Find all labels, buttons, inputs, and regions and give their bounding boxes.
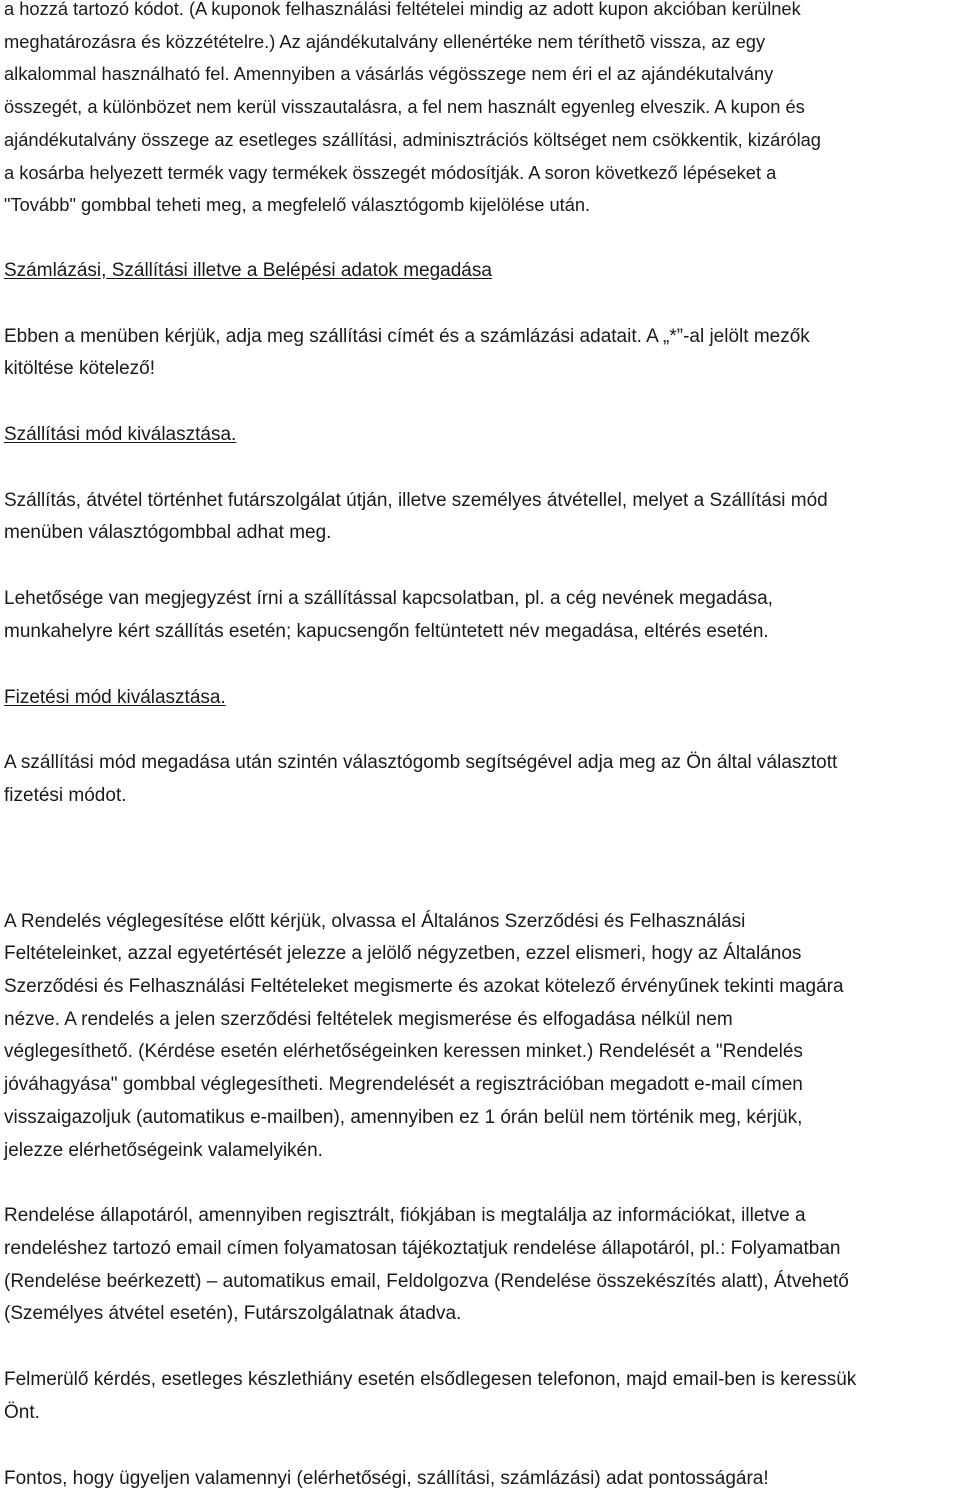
spacer — [4, 288, 956, 321]
text-line: Lehetősége van megjegyzést írni a szállítással kapcsolatban, pl. a cég nevének megadása, — [4, 583, 956, 616]
text-line: Önt. — [4, 1397, 956, 1430]
important-paragraph — [4, 1463, 956, 1495]
payment-paragraph — [4, 747, 956, 812]
spacer — [4, 649, 956, 682]
text-line: A Rendelés véglegesítése előtt kérjük, olvassa el Általános Szerződési és Felhasználási — [4, 906, 956, 939]
text-line: kitöltése kötelező! — [4, 353, 956, 386]
payment-heading — [4, 682, 956, 715]
finalize-paragraph — [4, 906, 956, 1168]
text-line: nézve. A rendelés a jelen szerződési feltételek megismerése és elfogadása nélkül nem — [4, 1004, 956, 1037]
spacer — [4, 550, 956, 583]
text-line: fizetési módot. — [4, 780, 956, 813]
text-line: alkalommal használható fel. Amennyiben a vásárlás végösszege nem éri el az ajándékutalvány — [4, 58, 956, 91]
note-paragraph — [4, 583, 956, 648]
spacer — [4, 813, 956, 873]
document-page — [4, 0, 956, 1495]
shipping-heading-text: Szállítási mód kiválasztása. — [4, 424, 236, 445]
text-line: munkahelyre kért szállítás esetén; kapucsengőn feltüntetett név megadása, eltérés esetén. — [4, 616, 956, 649]
shipping-heading — [4, 419, 956, 452]
text-line: ajándékutalvány összege az esetleges szállítási, adminisztrációs költséget nem csökkentik, kizárólag — [4, 124, 956, 157]
text-line: véglegesíthető. (Kérdése esetén elérhetőségeinken keressen minket.) Rendelését a "Rendelés — [4, 1036, 956, 1069]
text-line: jelezze elérhetőségeink valamelyikén. — [4, 1135, 956, 1168]
text-line: "Tovább" gombbal teheti meg, a megfelelő választógomb kijelölése után. — [4, 189, 956, 222]
text-line: jóváhagyása" gombbal véglegesítheti. Megrendelését a regisztrációban megadott e-mail címen — [4, 1069, 956, 1102]
text-line: Rendelése állapotáról, amennyiben regisztrált, fiókjában is megtalálja az információkat, illetve a — [4, 1200, 956, 1233]
payment-heading-text: Fizetési mód kiválasztása. — [4, 687, 226, 708]
text-line: Ebben a menüben kérjük, adja meg szállítási címét és a számlázási adatait. A „*”-al jelölt mezők — [4, 321, 956, 354]
text-line: visszaigazoljuk (automatikus e-mailben), amennyiben ez 1 órán belül nem történik meg, kérjük, — [4, 1102, 956, 1135]
status-paragraph — [4, 1200, 956, 1331]
text-line: (Személyes átvétel esetén), Futárszolgálatnak átadva. — [4, 1298, 956, 1331]
text-line: a hozzá tartozó kódot. (A kuponok felhasználási feltételei mindig az adott kupon akcióban kerülnek — [4, 0, 956, 26]
spacer — [4, 714, 956, 747]
text-line: (Rendelése beérkezett) – automatikus email, Feldolgozva (Rendelése összekészítés alatt), Átvehető — [4, 1266, 956, 1299]
text-line: összegét, a különbözet nem kerül visszautalásra, a fel nem használt egyenleg elveszik. A kupon és — [4, 91, 956, 124]
text-line: Fontos, hogy ügyeljen valamennyi (elérhetőségi, szállítási, számlázási) adat pontosságára! — [4, 1463, 956, 1495]
spacer — [4, 1331, 956, 1364]
text-line: rendeléshez tartozó email címen folyamatosan tájékoztatjuk rendelése állapotáról, pl.: Folyamatban — [4, 1233, 956, 1266]
text-line: a kosárba helyezett termék vagy termékek összegét módosítják. A soron következő lépéseket a — [4, 157, 956, 190]
text-line: Szállítás, átvétel történhet futárszolgálat útján, illetve személyes átvétellel, melyet a Szállítási mód — [4, 485, 956, 518]
billing-heading — [4, 255, 956, 288]
text-line: Felmerülő kérdés, esetleges készlethiány esetén elsődlegesen telefonon, majd email-ben is keressük — [4, 1364, 956, 1397]
text-line: A szállítási mód megadása után szintén választógomb segítségével adja meg az Ön által választott — [4, 747, 956, 780]
coupon-paragraph — [4, 0, 956, 222]
billing-paragraph — [4, 321, 956, 386]
spacer — [4, 222, 956, 255]
text-line: Szerződési és Felhasználási Feltételeket megismerte és azokat kötelező érvényűnek tekinti magára — [4, 971, 956, 1004]
billing-heading-text: Számlázási, Szállítási illetve a Belépési adatok megadása — [4, 260, 492, 281]
spacer — [4, 873, 956, 906]
spacer — [4, 1167, 956, 1200]
spacer — [4, 452, 956, 485]
text-line: meghatározásra és közzétételre.) Az ajándékutalvány ellenértéke nem téríthetõ vissza, az egy — [4, 26, 956, 59]
shipping-paragraph — [4, 485, 956, 550]
text-line: menüben választógombbal adhat meg. — [4, 517, 956, 550]
contact-paragraph — [4, 1364, 956, 1429]
spacer — [4, 1430, 956, 1463]
text-line: Feltételeinket, azzal egyetértését jelezze a jelölő négyzetben, ezzel elismeri, hogy az Általános — [4, 938, 956, 971]
spacer — [4, 386, 956, 419]
